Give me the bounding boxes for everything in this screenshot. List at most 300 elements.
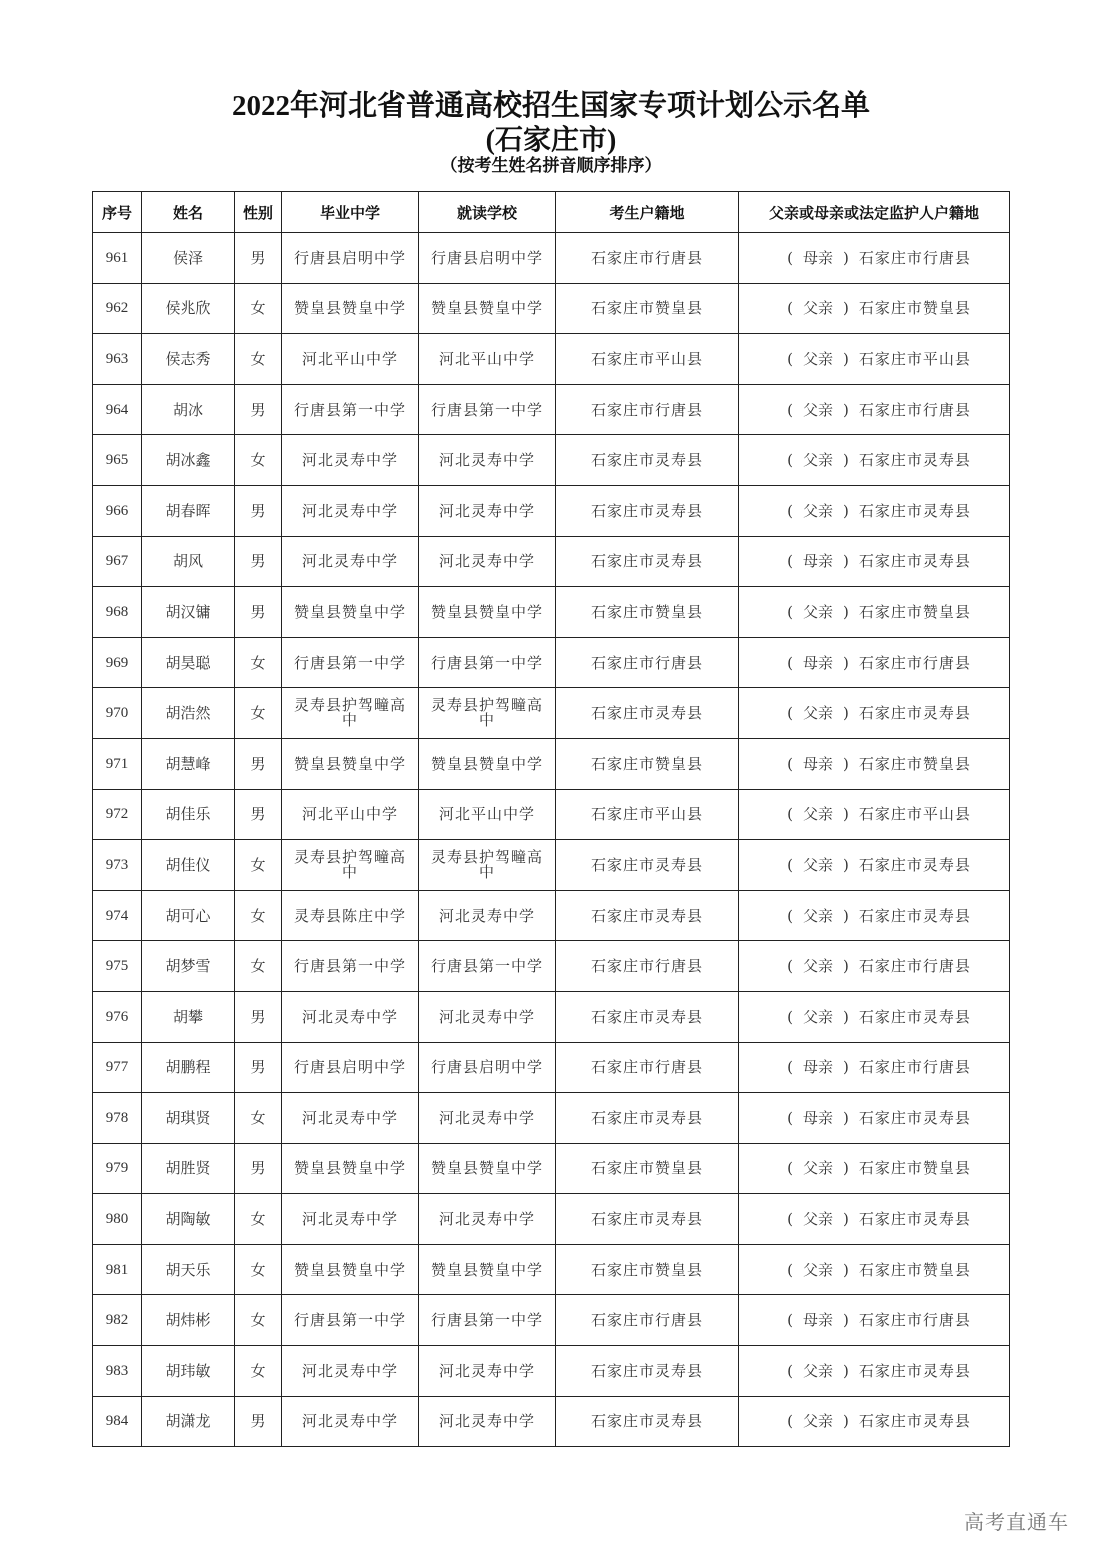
cell-name: 胡潇龙	[142, 1396, 235, 1447]
cell-name: 胡慧峰	[142, 738, 235, 789]
cell-residence: 石家庄市行唐县	[556, 384, 739, 435]
paren-close: )	[843, 501, 849, 520]
paren-open: (	[787, 653, 793, 672]
cell-study-school: 行唐县第一中学	[419, 941, 556, 992]
paren-open: (	[787, 451, 793, 470]
paren-close: )	[843, 602, 849, 621]
guardian-relation: 父亲	[802, 805, 833, 824]
guardian-relation: 母亲	[802, 653, 833, 672]
cell-guardian	[739, 1194, 1010, 1245]
cell-guardian	[739, 738, 1010, 789]
guardian-residence: 石家庄市赞皇县	[858, 602, 971, 621]
guardian-residence: 石家庄市灵寿县	[858, 552, 971, 571]
header-residence: 考生户籍地	[556, 192, 739, 233]
table-row	[93, 637, 1010, 688]
paren-open: (	[787, 1412, 793, 1431]
cell-seq: 976	[93, 991, 142, 1042]
cell-guardian	[739, 840, 1010, 891]
guardian-relation: 父亲	[802, 299, 833, 318]
guardian-residence: 石家庄市赞皇县	[858, 1159, 971, 1178]
cell-study-school: 行唐县启明中学	[419, 233, 556, 284]
paren-open: (	[787, 349, 793, 368]
cell-grad-school: 灵寿县陈庄中学	[282, 890, 419, 941]
paren-close: )	[843, 1412, 849, 1431]
guardian-residence: 石家庄市行唐县	[858, 248, 971, 267]
cell-name: 胡佳仪	[142, 840, 235, 891]
cell-gender: 女	[235, 1346, 282, 1397]
header-study-school: 就读学校	[419, 192, 556, 233]
cell-grad-school: 河北平山中学	[282, 334, 419, 385]
cell-residence: 石家庄市灵寿县	[556, 688, 739, 739]
cell-name: 胡梦雪	[142, 941, 235, 992]
cell-residence: 石家庄市灵寿县	[556, 840, 739, 891]
cell-seq: 964	[93, 384, 142, 435]
cell-guardian	[739, 1396, 1010, 1447]
cell-gender: 男	[235, 1396, 282, 1447]
cell-seq: 970	[93, 688, 142, 739]
cell-name: 胡春晖	[142, 485, 235, 536]
cell-grad-school: 行唐县启明中学	[282, 1042, 419, 1093]
cell-guardian	[739, 1143, 1010, 1194]
paren-open: (	[787, 1210, 793, 1229]
cell-study-school: 河北灵寿中学	[419, 1396, 556, 1447]
cell-name: 胡佳乐	[142, 789, 235, 840]
cell-gender: 男	[235, 233, 282, 284]
cell-name: 侯兆欣	[142, 283, 235, 334]
header-seq: 序号	[93, 192, 142, 233]
cell-seq: 982	[93, 1295, 142, 1346]
cell-gender: 女	[235, 840, 282, 891]
guardian-relation: 母亲	[802, 754, 833, 773]
cell-residence: 石家庄市灵寿县	[556, 991, 739, 1042]
guardian-relation: 母亲	[802, 552, 833, 571]
cell-grad-school: 河北灵寿中学	[282, 1093, 419, 1144]
paren-open: (	[787, 501, 793, 520]
cell-guardian	[739, 890, 1010, 941]
guardian-residence: 石家庄市行唐县	[858, 1311, 971, 1330]
table-row	[93, 334, 1010, 385]
paren-close: )	[843, 1361, 849, 1380]
cell-grad-school: 河北灵寿中学	[282, 435, 419, 486]
cell-seq: 974	[93, 890, 142, 941]
cell-residence: 石家庄市平山县	[556, 334, 739, 385]
paren-close: )	[843, 1260, 849, 1279]
cell-guardian	[739, 1295, 1010, 1346]
cell-seq: 973	[93, 840, 142, 891]
cell-seq: 977	[93, 1042, 142, 1093]
table-row	[93, 890, 1010, 941]
cell-residence: 石家庄市灵寿县	[556, 890, 739, 941]
cell-seq: 967	[93, 536, 142, 587]
paren-open: (	[787, 1007, 793, 1026]
table-row	[93, 840, 1010, 891]
paren-close: )	[843, 1159, 849, 1178]
guardian-relation: 父亲	[802, 400, 833, 419]
cell-study-school: 行唐县第一中学	[419, 637, 556, 688]
paren-open: (	[787, 552, 793, 571]
paren-close: )	[843, 552, 849, 571]
cell-name: 胡冰鑫	[142, 435, 235, 486]
cell-guardian	[739, 1244, 1010, 1295]
cell-seq: 969	[93, 637, 142, 688]
cell-grad-school: 赞皇县赞皇中学	[282, 1244, 419, 1295]
paren-open: (	[787, 805, 793, 824]
cell-residence: 石家庄市赞皇县	[556, 1143, 739, 1194]
guardian-residence: 石家庄市灵寿县	[858, 451, 971, 470]
cell-seq: 966	[93, 485, 142, 536]
cell-guardian	[739, 435, 1010, 486]
cell-guardian	[739, 233, 1010, 284]
cell-study-school: 行唐县启明中学	[419, 1042, 556, 1093]
cell-guardian	[739, 536, 1010, 587]
cell-study-school: 河北灵寿中学	[419, 1093, 556, 1144]
cell-seq: 983	[93, 1346, 142, 1397]
document-title: 2022年河北省普通高校招生国家专项计划公示名单	[231, 90, 870, 122]
guardian-relation: 父亲	[802, 1210, 833, 1229]
guardian-relation: 父亲	[802, 1361, 833, 1380]
paren-open: (	[787, 1361, 793, 1380]
cell-guardian	[739, 1042, 1010, 1093]
cell-guardian	[739, 587, 1010, 638]
guardian-relation: 父亲	[802, 1260, 833, 1279]
table-row	[93, 1042, 1010, 1093]
cell-name: 胡冰	[142, 384, 235, 435]
cell-residence: 石家庄市赞皇县	[556, 1244, 739, 1295]
header-name: 姓名	[142, 192, 235, 233]
guardian-residence: 石家庄市平山县	[858, 349, 971, 368]
cell-study-school: 河北灵寿中学	[419, 1346, 556, 1397]
cell-name: 胡炜彬	[142, 1295, 235, 1346]
cell-grad-school: 灵寿县护驾疃高中	[282, 840, 419, 891]
paren-close: )	[843, 299, 849, 318]
paren-close: )	[843, 754, 849, 773]
guardian-residence: 石家庄市行唐县	[858, 1058, 971, 1077]
cell-grad-school: 河北灵寿中学	[282, 1346, 419, 1397]
cell-name: 胡攀	[142, 991, 235, 1042]
cell-gender: 男	[235, 384, 282, 435]
cell-gender: 男	[235, 1143, 282, 1194]
cell-residence: 石家庄市赞皇县	[556, 283, 739, 334]
guardian-relation: 父亲	[802, 906, 833, 925]
table-row	[93, 991, 1010, 1042]
cell-gender: 女	[235, 334, 282, 385]
guardian-residence: 石家庄市灵寿县	[858, 1007, 971, 1026]
cell-gender: 女	[235, 1244, 282, 1295]
cell-gender: 男	[235, 789, 282, 840]
cell-study-school: 灵寿县护驾疃高中	[419, 840, 556, 891]
guardian-residence: 石家庄市灵寿县	[858, 1210, 971, 1229]
guardian-residence: 石家庄市灵寿县	[858, 704, 971, 723]
cell-name: 胡陶敏	[142, 1194, 235, 1245]
cell-gender: 女	[235, 1295, 282, 1346]
paren-close: )	[843, 653, 849, 672]
cell-guardian	[739, 941, 1010, 992]
cell-grad-school: 行唐县第一中学	[282, 384, 419, 435]
cell-residence: 石家庄市行唐县	[556, 941, 739, 992]
student-list-table	[92, 191, 1010, 1447]
cell-grad-school: 河北灵寿中学	[282, 991, 419, 1042]
cell-guardian	[739, 688, 1010, 739]
guardian-relation: 父亲	[802, 501, 833, 520]
cell-grad-school: 行唐县启明中学	[282, 233, 419, 284]
cell-gender: 女	[235, 890, 282, 941]
guardian-residence: 石家庄市灵寿县	[858, 1412, 971, 1431]
guardian-relation: 父亲	[802, 602, 833, 621]
cell-study-school: 河北平山中学	[419, 789, 556, 840]
table-row	[93, 941, 1010, 992]
cell-guardian	[739, 1093, 1010, 1144]
cell-gender: 女	[235, 1093, 282, 1144]
cell-grad-school: 河北平山中学	[282, 789, 419, 840]
paren-close: )	[843, 248, 849, 267]
cell-guardian	[739, 485, 1010, 536]
cell-gender: 男	[235, 587, 282, 638]
cell-grad-school: 赞皇县赞皇中学	[282, 587, 419, 638]
cell-gender: 女	[235, 941, 282, 992]
table-row	[93, 1244, 1010, 1295]
guardian-residence: 石家庄市赞皇县	[858, 299, 971, 318]
cell-name: 胡风	[142, 536, 235, 587]
guardian-residence: 石家庄市灵寿县	[858, 906, 971, 925]
guardian-relation: 母亲	[802, 1058, 833, 1077]
table-row	[93, 1093, 1010, 1144]
cell-study-school: 行唐县第一中学	[419, 384, 556, 435]
table-row	[93, 536, 1010, 587]
guardian-relation: 父亲	[802, 855, 833, 874]
guardian-residence: 石家庄市灵寿县	[858, 1108, 971, 1127]
paren-close: )	[843, 400, 849, 419]
cell-guardian	[739, 991, 1010, 1042]
table-row	[93, 738, 1010, 789]
paren-close: )	[843, 451, 849, 470]
cell-grad-school: 河北灵寿中学	[282, 1194, 419, 1245]
guardian-residence: 石家庄市灵寿县	[858, 1361, 971, 1380]
cell-gender: 女	[235, 283, 282, 334]
cell-seq: 961	[93, 233, 142, 284]
paren-close: )	[843, 1311, 849, 1330]
guardian-relation: 母亲	[802, 1311, 833, 1330]
cell-residence: 石家庄市灵寿县	[556, 485, 739, 536]
cell-grad-school: 河北灵寿中学	[282, 485, 419, 536]
paren-open: (	[787, 602, 793, 621]
cell-grad-school: 河北灵寿中学	[282, 536, 419, 587]
document-subtitle: (石家庄市)	[485, 125, 617, 156]
cell-gender: 女	[235, 435, 282, 486]
paren-close: )	[843, 1210, 849, 1229]
cell-grad-school: 赞皇县赞皇中学	[282, 1143, 419, 1194]
watermark-text: 高考直通车	[964, 1510, 1069, 1534]
cell-name: 胡玮敏	[142, 1346, 235, 1397]
cell-residence: 石家庄市行唐县	[556, 1042, 739, 1093]
paren-open: (	[787, 1058, 793, 1077]
guardian-relation: 父亲	[802, 1159, 833, 1178]
table-body	[93, 233, 1010, 1447]
cell-gender: 男	[235, 991, 282, 1042]
cell-name: 胡可心	[142, 890, 235, 941]
cell-study-school: 河北灵寿中学	[419, 485, 556, 536]
cell-study-school: 赞皇县赞皇中学	[419, 587, 556, 638]
cell-name: 胡浩然	[142, 688, 235, 739]
table-row	[93, 789, 1010, 840]
cell-guardian	[739, 789, 1010, 840]
cell-gender: 男	[235, 738, 282, 789]
cell-residence: 石家庄市行唐县	[556, 637, 739, 688]
cell-residence: 石家庄市行唐县	[556, 1295, 739, 1346]
cell-gender: 男	[235, 1042, 282, 1093]
table-header-row	[93, 192, 1010, 233]
paren-close: )	[843, 349, 849, 368]
cell-guardian	[739, 334, 1010, 385]
cell-name: 胡琪贤	[142, 1093, 235, 1144]
guardian-relation: 父亲	[802, 349, 833, 368]
cell-grad-school: 赞皇县赞皇中学	[282, 738, 419, 789]
guardian-residence: 石家庄市灵寿县	[858, 501, 971, 520]
cell-name: 胡昊聪	[142, 637, 235, 688]
paren-close: )	[843, 1058, 849, 1077]
cell-residence: 石家庄市平山县	[556, 789, 739, 840]
cell-grad-school: 行唐县第一中学	[282, 637, 419, 688]
cell-seq: 972	[93, 789, 142, 840]
paren-open: (	[787, 906, 793, 925]
guardian-relation: 父亲	[802, 1007, 833, 1026]
guardian-residence: 石家庄市行唐县	[858, 400, 971, 419]
cell-grad-school: 行唐县第一中学	[282, 1295, 419, 1346]
cell-study-school: 赞皇县赞皇中学	[419, 1143, 556, 1194]
table-row	[93, 485, 1010, 536]
paren-close: )	[843, 906, 849, 925]
table-row	[93, 1396, 1010, 1447]
guardian-relation: 父亲	[802, 451, 833, 470]
guardian-residence: 石家庄市行唐县	[858, 653, 971, 672]
table-row	[93, 1295, 1010, 1346]
cell-gender: 女	[235, 688, 282, 739]
paren-open: (	[787, 855, 793, 874]
cell-study-school: 行唐县第一中学	[419, 1295, 556, 1346]
table-row	[93, 1143, 1010, 1194]
table-row	[93, 1346, 1010, 1397]
cell-guardian	[739, 283, 1010, 334]
paren-open: (	[787, 1311, 793, 1330]
cell-name: 侯泽	[142, 233, 235, 284]
paren-open: (	[787, 1260, 793, 1279]
paren-close: )	[843, 1108, 849, 1127]
cell-seq: 980	[93, 1194, 142, 1245]
cell-name: 侯志秀	[142, 334, 235, 385]
paren-open: (	[787, 957, 793, 976]
paren-close: )	[843, 855, 849, 874]
header-grad-school: 毕业中学	[282, 192, 419, 233]
paren-close: )	[843, 957, 849, 976]
cell-residence: 石家庄市灵寿县	[556, 1396, 739, 1447]
paren-open: (	[787, 1159, 793, 1178]
table-row	[93, 1194, 1010, 1245]
cell-study-school: 河北灵寿中学	[419, 890, 556, 941]
cell-name: 胡汉镛	[142, 587, 235, 638]
cell-name: 胡胜贤	[142, 1143, 235, 1194]
guardian-relation: 父亲	[802, 704, 833, 723]
table-row	[93, 384, 1010, 435]
cell-guardian	[739, 1346, 1010, 1397]
cell-residence: 石家庄市赞皇县	[556, 587, 739, 638]
paren-close: )	[843, 704, 849, 723]
cell-gender: 女	[235, 637, 282, 688]
cell-study-school: 河北平山中学	[419, 334, 556, 385]
cell-residence: 石家庄市行唐县	[556, 233, 739, 284]
cell-study-school: 河北灵寿中学	[419, 435, 556, 486]
cell-seq: 978	[93, 1093, 142, 1144]
guardian-relation: 父亲	[802, 957, 833, 976]
paren-close: )	[843, 805, 849, 824]
table-row	[93, 283, 1010, 334]
guardian-residence: 石家庄市赞皇县	[858, 754, 971, 773]
cell-name: 胡鹏程	[142, 1042, 235, 1093]
guardian-relation: 父亲	[802, 1412, 833, 1431]
cell-grad-school: 灵寿县护驾疃高中	[282, 688, 419, 739]
paren-open: (	[787, 400, 793, 419]
sort-note: （按考生姓名拼音顺序排序）	[440, 156, 662, 175]
table-row	[93, 435, 1010, 486]
paren-open: (	[787, 248, 793, 267]
guardian-relation: 母亲	[802, 1108, 833, 1127]
cell-name: 胡天乐	[142, 1244, 235, 1295]
cell-study-school: 灵寿县护驾疃高中	[419, 688, 556, 739]
cell-guardian	[739, 384, 1010, 435]
cell-study-school: 河北灵寿中学	[419, 1194, 556, 1245]
cell-seq: 984	[93, 1396, 142, 1447]
cell-seq: 963	[93, 334, 142, 385]
cell-seq: 962	[93, 283, 142, 334]
guardian-residence: 石家庄市平山县	[858, 805, 971, 824]
cell-gender: 男	[235, 485, 282, 536]
cell-seq: 965	[93, 435, 142, 486]
cell-residence: 石家庄市灵寿县	[556, 1194, 739, 1245]
cell-study-school: 赞皇县赞皇中学	[419, 283, 556, 334]
guardian-residence: 石家庄市赞皇县	[858, 1260, 971, 1279]
table-row	[93, 233, 1010, 284]
table-row	[93, 688, 1010, 739]
paren-open: (	[787, 754, 793, 773]
paren-open: (	[787, 1108, 793, 1127]
cell-residence: 石家庄市灵寿县	[556, 1346, 739, 1397]
header-guardian-residence: 父亲或母亲或法定监护人户籍地	[739, 192, 1010, 233]
cell-gender: 女	[235, 1194, 282, 1245]
paren-close: )	[843, 1007, 849, 1026]
cell-seq: 981	[93, 1244, 142, 1295]
paren-open: (	[787, 299, 793, 318]
cell-gender: 男	[235, 536, 282, 587]
cell-seq: 979	[93, 1143, 142, 1194]
paren-open: (	[787, 704, 793, 723]
cell-study-school: 河北灵寿中学	[419, 991, 556, 1042]
cell-seq: 975	[93, 941, 142, 992]
cell-residence: 石家庄市灵寿县	[556, 435, 739, 486]
guardian-relation: 母亲	[802, 248, 833, 267]
header-gender: 性别	[235, 192, 282, 233]
cell-study-school: 赞皇县赞皇中学	[419, 738, 556, 789]
guardian-residence: 石家庄市灵寿县	[858, 855, 971, 874]
cell-study-school: 河北灵寿中学	[419, 536, 556, 587]
cell-grad-school: 赞皇县赞皇中学	[282, 283, 419, 334]
cell-study-school: 赞皇县赞皇中学	[419, 1244, 556, 1295]
cell-seq: 968	[93, 587, 142, 638]
table-row	[93, 587, 1010, 638]
cell-guardian	[739, 637, 1010, 688]
guardian-residence: 石家庄市行唐县	[858, 957, 971, 976]
cell-grad-school: 河北灵寿中学	[282, 1396, 419, 1447]
cell-residence: 石家庄市灵寿县	[556, 536, 739, 587]
cell-residence: 石家庄市灵寿县	[556, 1093, 739, 1144]
cell-seq: 971	[93, 738, 142, 789]
